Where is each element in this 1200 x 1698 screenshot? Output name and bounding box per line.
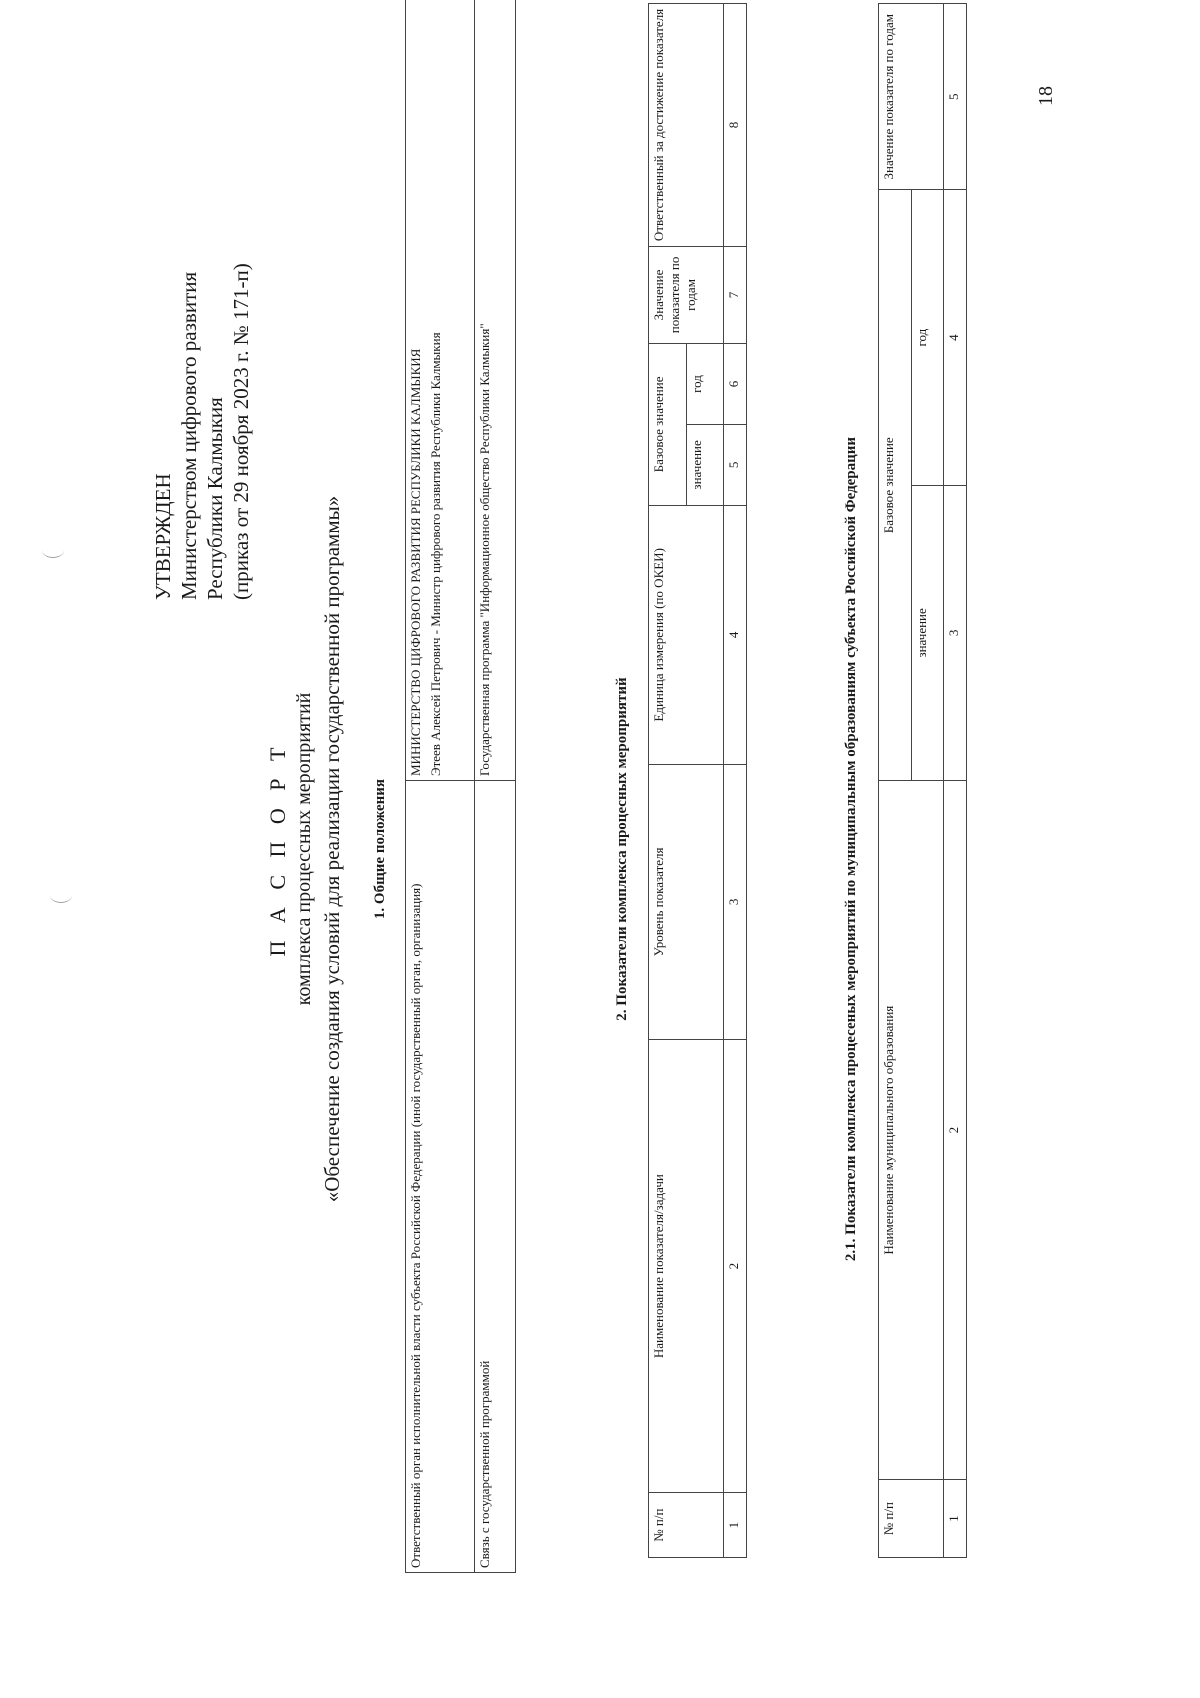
page-number: 18 (1035, 86, 1057, 106)
header-cell: Базовое значение (649, 344, 687, 506)
header-cell: год (686, 344, 724, 425)
header-cell: № п/п (879, 1480, 944, 1558)
approval-line: (приказ от 29 ноября 2023 г. № 171-п) (229, 263, 253, 600)
header-cell: значение (911, 485, 944, 780)
general-value: Государственная программа "Информационное общество Республики Калмыкия" (475, 0, 516, 781)
section1-heading: 1. Общие положения (372, 778, 388, 920)
section2-heading: 2. Показатели комплекса процесных мероприятий (614, 677, 630, 1021)
header-cell: значение (686, 424, 724, 505)
header-cell: год (911, 190, 944, 485)
header-cell: Ответственный за достижение показателя (649, 4, 724, 247)
column-number: 3 (724, 764, 747, 1039)
column-number: 1 (944, 1480, 967, 1558)
column-number: 8 (724, 4, 747, 247)
scan-mark (42, 543, 64, 558)
org-head: Этеев Алексей Петрович - Министр цифрового развития Республики Калмыкия (428, 332, 443, 776)
column-number: 1 (724, 1493, 747, 1558)
general-label: Ответственный орган исполнительной власти субъекта Российской Федерации (иной государственный орган, организация) (406, 781, 475, 1573)
approval-line: УТВЕРЖДЕН (151, 473, 175, 600)
header-cell: Наименование показателя/задачи (649, 1040, 724, 1493)
document-title: П А С П О Р Т (265, 741, 290, 957)
column-number: 6 (724, 344, 747, 425)
municipal-table (878, 3, 967, 1558)
approval-line: Республики Калмыкия (203, 397, 227, 600)
header-cell: Уровень показателя (649, 764, 724, 1039)
column-number: 3 (944, 485, 967, 780)
header-cell: Значение показателя по годам (649, 246, 724, 343)
header-cell: Единица измерения (по ОКЕИ) (649, 505, 724, 764)
column-number: 7 (724, 246, 747, 343)
header-cell: № п/п (649, 1493, 724, 1558)
general-label: Связь с государственной программой (475, 781, 516, 1573)
general-table (405, 0, 516, 1573)
document-subtitle: комплекса процессных мероприятий (293, 692, 315, 1006)
indicators-table (648, 3, 747, 1558)
scan-mark (50, 888, 72, 903)
column-number: 5 (724, 424, 747, 505)
column-number: 4 (724, 505, 747, 764)
org-name: МИНИСТЕРСТВО ЦИФРОВОГО РАЗВИТИЯ РЕСПУБЛИКИ КАЛМЫКИЯ (408, 348, 423, 776)
approval-stamp (150, 263, 254, 600)
header-cell: Наименование муниципального образования (879, 781, 944, 1480)
column-number: 2 (724, 1040, 747, 1493)
column-number: 5 (944, 4, 967, 191)
column-number: 4 (944, 190, 967, 485)
approval-line: Министерством цифрового развития (177, 271, 201, 600)
general-value (406, 0, 475, 781)
section21-heading: 2.1. Показатели комплекса процесеных мероприятий по муниципальным образованиям субъекта Российской Федерации (843, 436, 859, 1262)
header-cell: Базовое значение (879, 190, 912, 781)
program-name: «Обеспечение создания условий для реализации государственной программы» (320, 495, 344, 1203)
column-number: 2 (944, 781, 967, 1480)
header-cell: Значение показателя по годам (879, 4, 944, 191)
